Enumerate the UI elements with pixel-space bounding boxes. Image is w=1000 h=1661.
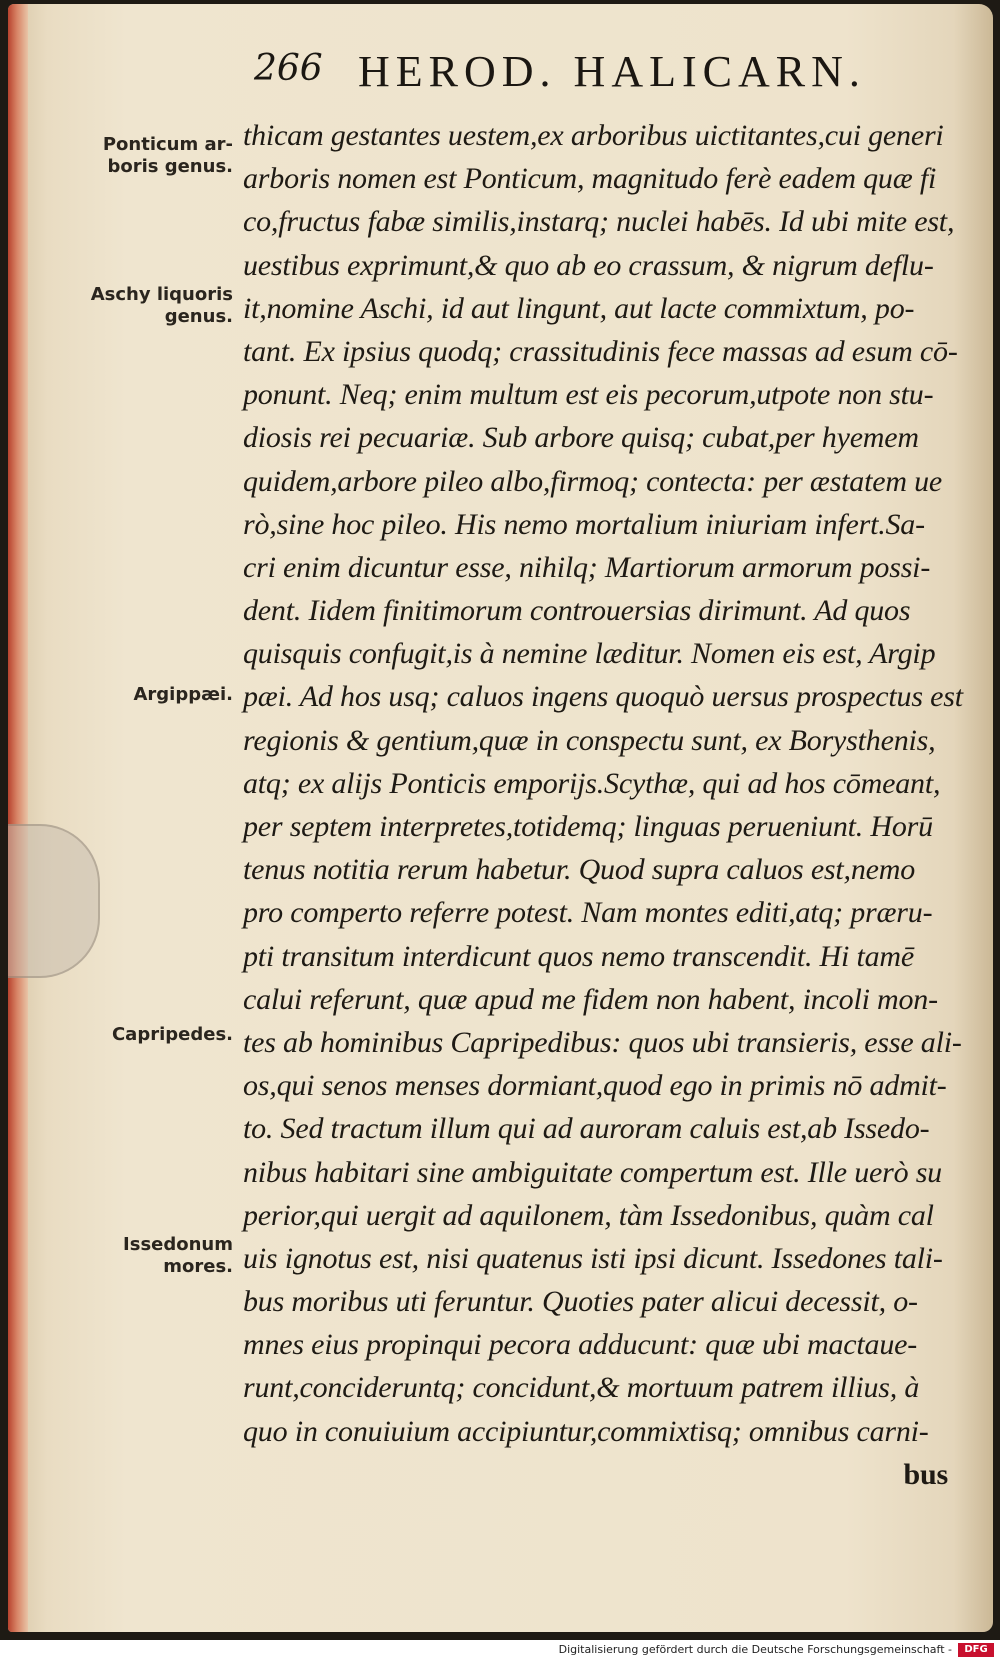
text-line: per septem interpretes,totidemq; linguas perueniunt. Horū	[243, 810, 933, 843]
text-line: uis ignotus est, nisi quatenus isti ipsi dicunt. Issedones tali-	[243, 1241, 943, 1275]
running-title: HEROD. HALICARN.	[358, 47, 866, 96]
text-line: os,qui senos menses dormiant,quod ego in primis nō admit-	[243, 1069, 947, 1103]
text-line: rò,sine hoc pileo. His nemo mortalium iniuriam infert.Sa-	[243, 507, 925, 541]
text-line: mnes eius propinqui pecora adducunt: quæ ubi mactaue-	[243, 1328, 918, 1362]
text-line: quidem,arbore pileo albo,firmoq; contecta: per æstatem ue	[243, 464, 943, 498]
text-line: calui referunt, quæ apud me fidem non habent, incoli mon-	[243, 982, 938, 1016]
text-line: quisquis confugit,is à nemine læditur. Nomen eis est, Argip	[243, 637, 936, 671]
text-line: tes ab hominibus Capripedibus: quos ubi transieris, esse ali-	[243, 1025, 962, 1059]
text-line: diosis rei pecuariæ. Sub arbore quisq; cubat,per hyemem	[243, 421, 919, 455]
text-line: nibus habitari sine ambiguitate compertum est. Ille uerò su	[243, 1155, 942, 1189]
text-line: tenus notitia rerum habetur. Quod supra caluos est,nemo	[243, 853, 916, 887]
footer-bar	[0, 1641, 1000, 1661]
text-line: pro comperto referre potest. Nam montes editi,atq; præru-	[243, 896, 933, 930]
text-line: it,nomine Aschi, id aut lingunt, aut lacte commixtum, po-	[243, 291, 915, 325]
marginal-note-issedonum: Issedonum mores.	[123, 1234, 233, 1277]
marginal-note-capripedes: Capripedes.	[111, 1024, 233, 1045]
body-text	[243, 114, 978, 1496]
marginal-note-argippaei: Argippæi.	[133, 684, 233, 705]
thumb-shadow	[8, 824, 100, 978]
text-line: thicam gestantes uestem,ex arboribus uictitantes,cui generi	[243, 119, 944, 152]
marginal-note-aschy: Aschy liquoris genus.	[90, 284, 233, 327]
text-line: dent. Iidem finitimorum controuersias dirimunt. Ad quos	[243, 594, 911, 628]
page-edge	[8, 4, 28, 1632]
text-line: quo in conuiuium accipiuntur,commixtisq; omnibus carni-	[243, 1414, 929, 1448]
text-line: perior,qui uergit ad aquilonem, tàm Issedonibus, quàm cal	[243, 1198, 934, 1232]
text-line: tant. Ex ipsius quodq; crassitudinis fece massas ad esum cō-	[243, 334, 958, 368]
text-line: arboris nomen est Ponticum, magnitudo ferè eadem quæ fi	[243, 162, 937, 196]
dfg-logo: DFG	[958, 1643, 994, 1657]
text-line: ponunt. Neq; enim multum est eis pecorum,utpote non stu-	[243, 378, 934, 412]
catchword: bus	[903, 1457, 948, 1491]
text-line: uestibus exprimunt,& quo ab eo crassum, & nigrum deflu-	[243, 248, 934, 282]
marginal-note-ponticum: Ponticum ar- boris genus.	[102, 134, 233, 177]
text-line: pæi. Ad hos usq; caluos ingens quoquò uersus prospectus est	[243, 680, 963, 714]
book-page	[8, 4, 993, 1632]
text-line: co,fructus fabæ similis,instarq; nuclei habēs. Id ubi mite est,	[243, 205, 955, 239]
text-line: atq; ex alijs Ponticis emporijs.Scythæ, qui ad hos cōmeant,	[243, 766, 941, 800]
running-head	[248, 40, 928, 110]
text-line: to. Sed tractum illum qui ad auroram caluis est,ab Issedo-	[243, 1112, 930, 1146]
text-line: cri enim dicuntur esse, nihilq; Martiorum armorum possi-	[243, 550, 931, 584]
funding-credit: Digitalisierung gefördert durch die Deutsche Forschungsgemeinschaft -	[558, 1643, 952, 1656]
text-line: pti transitum interdicunt quos nemo transcendit. Hi tamē	[243, 939, 914, 973]
text-line: runt,concideruntq; concidunt,& mortuum patrem illius, à	[243, 1371, 920, 1405]
text-line: bus moribus uti feruntur. Quoties pater alicui decessit, o-	[243, 1285, 918, 1319]
text-line: regionis & gentium,quæ in conspectu sunt, ex Borysthenis,	[243, 723, 936, 757]
page-number: 266	[254, 48, 323, 89]
